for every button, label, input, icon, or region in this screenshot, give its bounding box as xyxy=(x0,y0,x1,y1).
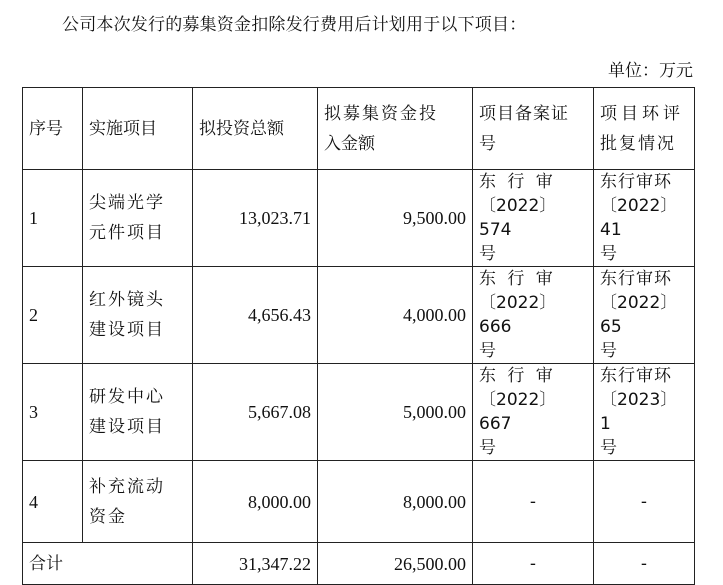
row-raised: 9,500.00 xyxy=(318,170,473,267)
row-env-line3: 号 xyxy=(600,438,617,458)
row-env-line2: 〔2022〕65 xyxy=(600,293,678,337)
unit-label: 单位：万元 xyxy=(608,61,693,81)
row-project xyxy=(83,267,193,364)
row-project-line1: 尖端光学 xyxy=(89,193,165,213)
row-project-line2: 建设项目 xyxy=(89,417,165,437)
row-no: 1 xyxy=(23,170,83,267)
table-row xyxy=(23,170,695,267)
row-project-line1: 研发中心 xyxy=(89,387,165,407)
row-filing-line3: 号 xyxy=(479,438,496,458)
total-label: 合计 xyxy=(23,543,193,585)
total-env: - xyxy=(594,543,695,585)
row-project-line2: 元件项目 xyxy=(89,223,165,243)
row-project xyxy=(83,170,193,267)
intro-text: 公司本次发行的募集资金扣除发行费用后计划用于以下项目： xyxy=(62,15,527,35)
row-filing-line3: 号 xyxy=(479,341,496,361)
row-raised: 4,000.00 xyxy=(318,267,473,364)
header-no: 序号 xyxy=(23,88,83,170)
row-filing: - xyxy=(473,461,594,543)
header-raised-line1: 拟募集资金投 xyxy=(324,103,438,124)
row-filing xyxy=(473,170,594,267)
row-no: 2 xyxy=(23,267,83,364)
row-env-line1: 东行审环 xyxy=(600,366,672,386)
total-raised: 26,500.00 xyxy=(318,543,473,585)
total-filing: - xyxy=(473,543,594,585)
row-raised: 8,000.00 xyxy=(318,461,473,543)
header-raised-line2: 入金额 xyxy=(324,133,375,154)
table-row xyxy=(23,364,695,461)
row-project-line2: 资金 xyxy=(89,506,127,527)
table-row xyxy=(23,461,695,543)
header-total: 拟投资总额 xyxy=(193,88,318,170)
row-total: 4,656.43 xyxy=(193,267,318,364)
row-project xyxy=(83,461,193,543)
row-env-line2: 〔2022〕41 xyxy=(600,196,678,240)
table-header-row xyxy=(23,88,695,170)
row-filing xyxy=(473,364,594,461)
header-project: 实施项目 xyxy=(83,88,193,170)
row-env-line2: 〔2023〕1 xyxy=(600,390,678,434)
row-filing-line1: 东 行 审 xyxy=(479,366,556,386)
header-raised xyxy=(318,88,473,170)
row-filing-line1: 东 行 审 xyxy=(479,269,556,289)
row-project-line1: 补充流动 xyxy=(89,476,165,497)
row-filing-line2: 〔2022〕574 xyxy=(479,196,557,240)
row-project-line1: 红外镜头 xyxy=(89,290,165,310)
row-total: 8,000.00 xyxy=(193,461,318,543)
row-env: - xyxy=(594,461,695,543)
header-env xyxy=(594,88,695,170)
header-filing-line2: 号 xyxy=(479,133,496,154)
row-project-line2: 建设项目 xyxy=(89,320,165,340)
row-env-line1: 东行审环 xyxy=(600,269,672,289)
row-filing xyxy=(473,267,594,364)
total-amount: 31,347.22 xyxy=(193,543,318,585)
fund-use-table xyxy=(22,87,695,585)
header-env-line2: 批复情况 xyxy=(600,133,676,154)
header-filing-line1: 项目备案证 xyxy=(479,103,569,124)
row-project xyxy=(83,364,193,461)
row-total: 13,023.71 xyxy=(193,170,318,267)
row-filing-line3: 号 xyxy=(479,244,496,264)
row-env-line3: 号 xyxy=(600,341,617,361)
row-raised: 5,000.00 xyxy=(318,364,473,461)
row-env xyxy=(594,170,695,267)
row-env-line3: 号 xyxy=(600,244,617,264)
row-env xyxy=(594,364,695,461)
header-filing xyxy=(473,88,594,170)
row-env-line1: 东行审环 xyxy=(600,172,672,192)
header-env-line1: 项目环评 xyxy=(600,103,684,124)
table-row xyxy=(23,267,695,364)
row-env xyxy=(594,267,695,364)
row-filing-line2: 〔2022〕666 xyxy=(479,293,557,337)
row-no: 4 xyxy=(23,461,83,543)
row-no: 3 xyxy=(23,364,83,461)
row-filing-line1: 东 行 审 xyxy=(479,172,556,192)
row-total: 5,667.08 xyxy=(193,364,318,461)
total-row xyxy=(23,543,695,585)
row-filing-line2: 〔2022〕667 xyxy=(479,390,557,434)
